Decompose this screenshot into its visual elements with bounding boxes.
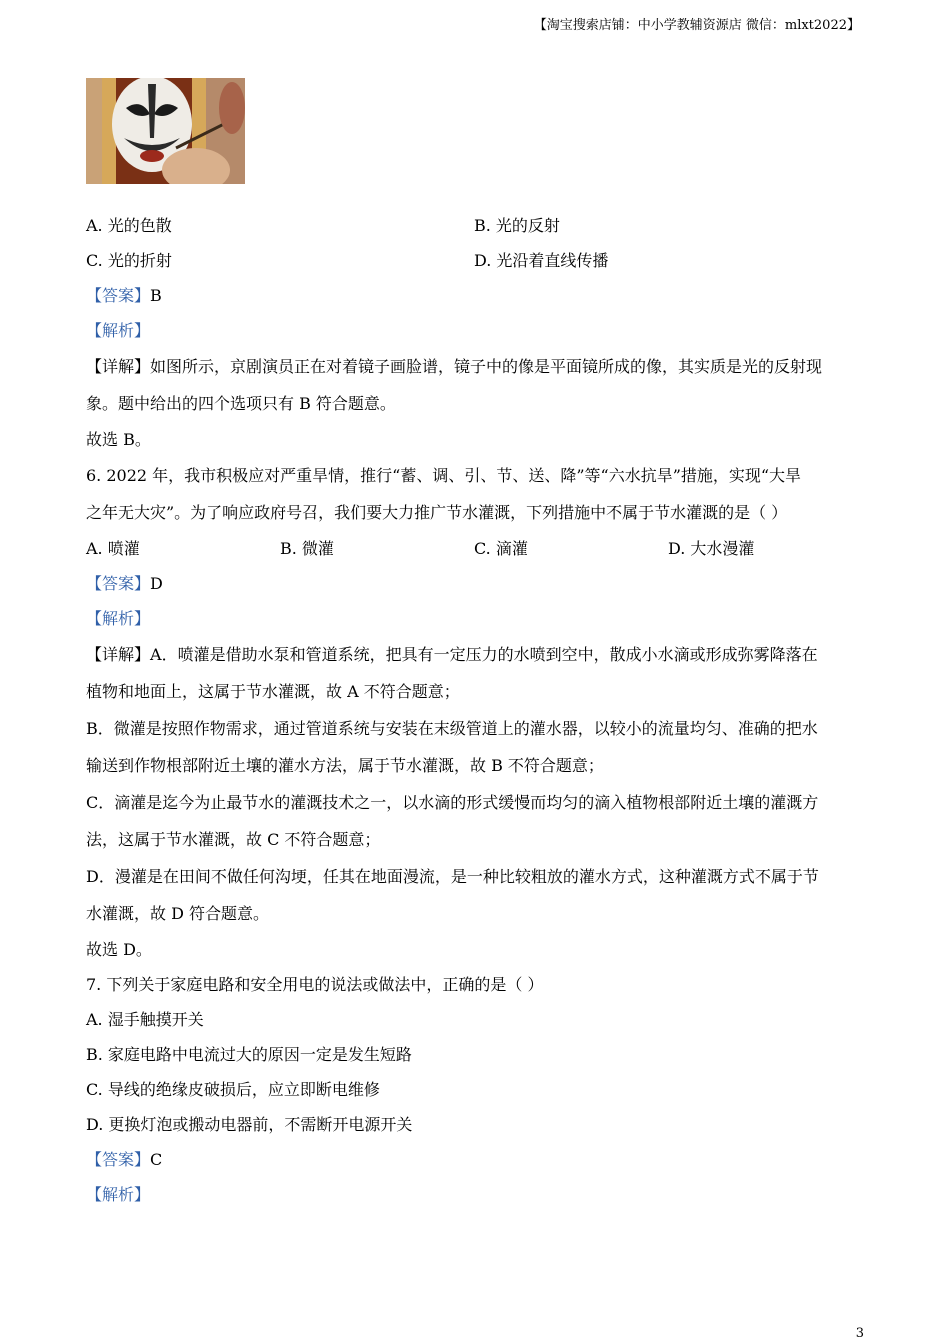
q6-detail-c [86, 784, 862, 858]
q5-options-row-1 [86, 208, 862, 243]
q6-stem-line: 6. 2022 年，我市积极应对严重旱情，推行“蓄、调、引、节、送、降”等“六水抗旱”措施，实现“大旱 [86, 466, 802, 485]
q6-detail-b [86, 710, 862, 784]
answer-value: B [150, 286, 162, 305]
q5-option-a: A. 光的色散 [86, 216, 172, 235]
detail-label: 【详解】 [86, 645, 151, 664]
q5-conclusion: 故选 B。 [86, 430, 151, 449]
answer-label: 【答案】 [86, 574, 151, 593]
detail-text: 法，这属于节水灌溉，故 C 不符合题意； [86, 830, 381, 849]
q6-option-b: B. 微灌 [280, 539, 334, 558]
q5-option-c: C. 光的折射 [86, 251, 172, 270]
q6-option-a: A. 喷灌 [86, 539, 140, 558]
analysis-label: 【解析】 [86, 321, 151, 340]
answer-label: 【答案】 [86, 1150, 151, 1169]
q6-options-row [86, 531, 862, 566]
opera-face-image [86, 78, 245, 184]
q7-stem: 7. 下列关于家庭电路和安全用电的说法或做法中，正确的是（ ） [86, 975, 544, 994]
q6-analysis [86, 601, 862, 636]
q5-options-row-2 [86, 243, 862, 278]
answer-label: 【答案】 [86, 286, 151, 305]
q5-answer [86, 278, 862, 313]
detail-text: 输送到作物根部附近土壤的灌水方法，属于节水灌溉，故 B 不符合题意； [86, 756, 604, 775]
detail-text: 水灌溉，故 D 符合题意。 [86, 904, 270, 923]
answer-value: C [150, 1150, 163, 1169]
q6-stem-line: 之年无大灾”。为了响应政府号召，我们要大力推广节水灌溉，下列措施中不属于节水灌溉的是（ ） [86, 503, 788, 522]
detail-label: 【详解】 [86, 357, 151, 376]
q6-option-d: D. 大水漫灌 [668, 539, 755, 558]
q6-detail-a [86, 636, 862, 710]
analysis-label: 【解析】 [86, 609, 151, 628]
q7-analysis [86, 1177, 862, 1212]
q7-answer [86, 1142, 862, 1177]
q6-answer [86, 566, 862, 601]
page-header: 【淘宝搜索店铺：中小学教辅资源店 微信：mlxt2022】 [533, 18, 860, 33]
q5-analysis [86, 313, 862, 348]
q7-option-a: A. 湿手触摸开关 [86, 1010, 204, 1029]
detail-text: 象。题中给出的四个选项只有 B 符合题意。 [86, 394, 396, 413]
detail-text: 如图所示，京剧演员正在对着镜子画脸谱，镜子中的像是平面镜所成的像，其实质是光的反射现 [150, 357, 823, 376]
detail-text: D．漫灌是在田间不做任何沟埂，任其在地面漫流，是一种比较粗放的灌水方式，这种灌溉方式不属于节 [86, 867, 819, 886]
q7-option-d: D. 更换灯泡或搬动电器前，不需断开电源开关 [86, 1115, 413, 1134]
detail-text: 植物和地面上，这属于节水灌溉，故 A 不符合题意； [86, 682, 460, 701]
detail-text: B．微灌是按照作物需求，通过管道系统与安装在末级管道上的灌水器，以较小的流量均匀、准确的把水 [86, 719, 818, 738]
q7-option-c: C. 导线的绝缘皮破损后，应立即断电维修 [86, 1080, 380, 1099]
analysis-label: 【解析】 [86, 1185, 151, 1204]
answer-value: D [150, 574, 163, 593]
page-number: 3 [855, 1326, 864, 1341]
q5-option-b: B. 光的反射 [474, 216, 560, 235]
q6-stem [86, 457, 862, 531]
page-content [86, 208, 862, 1212]
q6-option-c: C. 滴灌 [474, 539, 528, 558]
q7-option-b: B. 家庭电路中电流过大的原因一定是发生短路 [86, 1045, 412, 1064]
q6-conclusion: 故选 D。 [86, 940, 152, 959]
peking-opera-mirror-photo [86, 78, 245, 184]
q5-detail [86, 348, 862, 422]
q6-detail-d [86, 858, 862, 932]
detail-text: C．滴灌是迄今为止最节水的灌溉技术之一，以水滴的形式缓慢而均匀的滴入植物根部附近土壤的灌溉方 [86, 793, 819, 812]
q5-option-d: D. 光沿着直线传播 [474, 251, 609, 270]
detail-text: A．喷灌是借助水泵和管道系统，把具有一定压力的水喷到空中，散成小水滴或形成弥雾降落在 [150, 645, 818, 664]
